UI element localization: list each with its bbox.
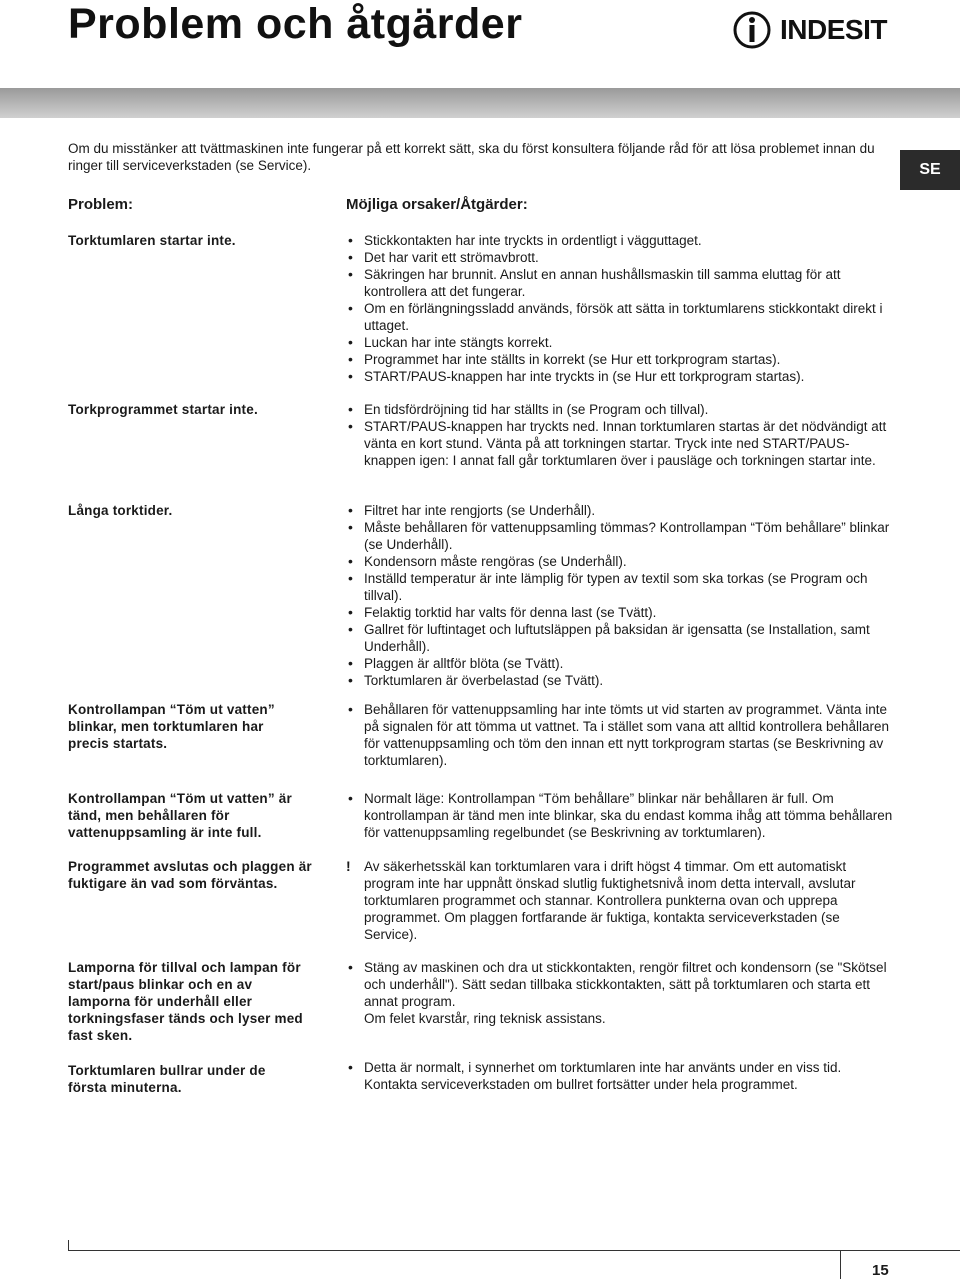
problem-column-heading: Problem: [68, 196, 134, 213]
solution-item: Om felet kvarstår, ring teknisk assistans. [364, 1011, 606, 1026]
problem-label: Kontrollampan “Töm ut vatten” blinkar, men torktumlaren har precis startats. [68, 702, 275, 751]
brand-name: INDESIT [780, 14, 887, 45]
solution-item: • Felaktig torktid har valts för denna last (se Tvätt). [346, 604, 896, 621]
problem-label: Långa torktider. [68, 503, 173, 518]
problem-label: Lamporna för tillval och lampan för start/paus blinkar och en av lamporna för underhåll eller torkningsfaser tänds och lyser med fast sken. [68, 960, 303, 1043]
solution-item: • Stäng av maskinen och dra ut stickkontakten, rengör filtret och kondensorn (se "Skötsel och underhåll"). Sätt sedan tillbaka stickkontakten, sätt på torktumlaren och starta ett annat program. [346, 959, 896, 1010]
solution-item: • Filtret har inte rengjorts (se Underhåll). [346, 502, 896, 519]
solution-list [346, 959, 896, 1027]
page-title: Problem och åtgärder [68, 0, 523, 48]
solution-list [346, 858, 896, 943]
footer-divider-left [68, 1240, 69, 1250]
solution-item: • Luckan har inte stängts korrekt. [346, 334, 896, 351]
problem-label: Torkprogrammet startar inte. [68, 402, 258, 417]
language-tab: SE [900, 150, 960, 190]
header-band [0, 88, 960, 118]
problem-label: Torktumlaren startar inte. [68, 233, 236, 248]
solution-item: • Stickkontakten har inte tryckts in ordentligt i vägguttaget. [346, 232, 896, 249]
solution-item: • Detta är normalt, i synnerhet om torktumlaren inte har använts under en viss tid. Kontakta serviceverkstaden om bullret fortsätter under hela programmet. [346, 1059, 896, 1093]
brand-logo [732, 8, 902, 50]
solution-item: • Normalt läge: Kontrollampan “Töm behållare” blinkar när behållaren är full. Om kontrollampan är tänd men inte blinkar, ska du endast komma ihåg att tömma behållaren för vattenuppsamling regelbundet (se Beskrivning av torktumlaren). [346, 790, 896, 841]
solution-list [346, 790, 896, 841]
solution-column-heading: Möjliga orsaker/Åtgärder: [346, 196, 528, 213]
solution-item: • Behållaren för vattenuppsamling har inte tömts ut vid starten av programmet. Vänta inte på signalen för att tömma ut vattnet. Ta i stället som vana att alltid kontrollera behållaren för vattenuppsamling och töm den innan ett nytt torkprogram startas (se Beskrivning av torktumlaren). [346, 701, 896, 769]
problem-label: Torktumlaren bullrar under de första minuterna. [68, 1063, 266, 1095]
solution-item: • Säkringen har brunnit. Anslut en annan hushållsmaskin till samma eluttag för att kontrollera att det fungerar. [346, 266, 896, 300]
solution-item: • Torktumlaren är överbelastad (se Tvätt). [346, 672, 896, 689]
footer-divider [68, 1250, 960, 1251]
page-number: 15 [872, 1262, 889, 1279]
warning-item: ! Av säkerhetsskäl kan torktumlaren vara i drift högst 4 timmar. Om ett automatiskt program inte har uppnått önskad slutlig fuktighetsnivå inom detta intervall, avslutar torktumlaren programmet och stannar. Kontrollera punkterna ovan och upprepa programmet. Om plaggen fortfarande är fuktiga, kontakta serviceverkstaden (se Service). [346, 858, 896, 943]
solution-item: • En tidsfördröjning tid har ställts in (se Program och tillval). [346, 401, 896, 418]
solution-item: • Gallret för luftintaget och luftutsläppen på baksidan är igensatta (se Installation, samt Underhåll). [346, 621, 896, 655]
solution-list [346, 401, 896, 469]
solution-item: • Måste behållaren för vattenuppsamling tömmas? Kontrollampan “Töm behållare” blinkar (se Underhåll). [346, 519, 896, 553]
solution-list [346, 232, 896, 385]
solution-item: • Inställd temperatur är inte lämplig för typen av textil som ska torkas (se Program och tillval). [346, 570, 896, 604]
solution-item: • Kondensorn måste rengöras (se Underhåll). [346, 553, 896, 570]
footer-divider-right [840, 1250, 841, 1279]
problem-label: Programmet avslutas och plaggen är fuktigare än vad som förväntas. [68, 859, 312, 891]
solution-item: • Om en förlängningssladd används, försök att sätta in torktumlarens stickkontakt direkt i uttaget. [346, 300, 896, 334]
solution-item: • Plaggen är alltför blöta (se Tvätt). [346, 655, 896, 672]
solution-item: • Programmet har inte ställts in korrekt (se Hur ett torkprogram startas). [346, 351, 896, 368]
solution-list [346, 1059, 896, 1093]
problem-label: Kontrollampan “Töm ut vatten” är tänd, men behållaren för vattenuppsamling är inte full. [68, 791, 292, 840]
solution-item: • Det har varit ett strömavbrott. [346, 249, 896, 266]
solution-item: • START/PAUS-knappen har inte tryckts in (se Hur ett torkprogram startas). [346, 368, 896, 385]
solution-list [346, 701, 896, 769]
intro-text: Om du misstänker att tvättmaskinen inte fungerar på ett korrekt sätt, ska du först konsultera följande råd för att lösa problemet innan du ringer till serviceverkstaden (se Service). [68, 141, 875, 173]
solution-item: • START/PAUS-knappen har tryckts ned. Innan torktumlaren startas är det nödvändigt att vänta en kort stund. Vänta på att torkningen startar. Tryck inte ned START/PAUS-knappen igen: I annat fall går torktumlaren över i pausläge och torkningen startar inte. [346, 418, 896, 469]
indesit-logo-icon [732, 8, 776, 52]
solution-list [346, 502, 896, 689]
